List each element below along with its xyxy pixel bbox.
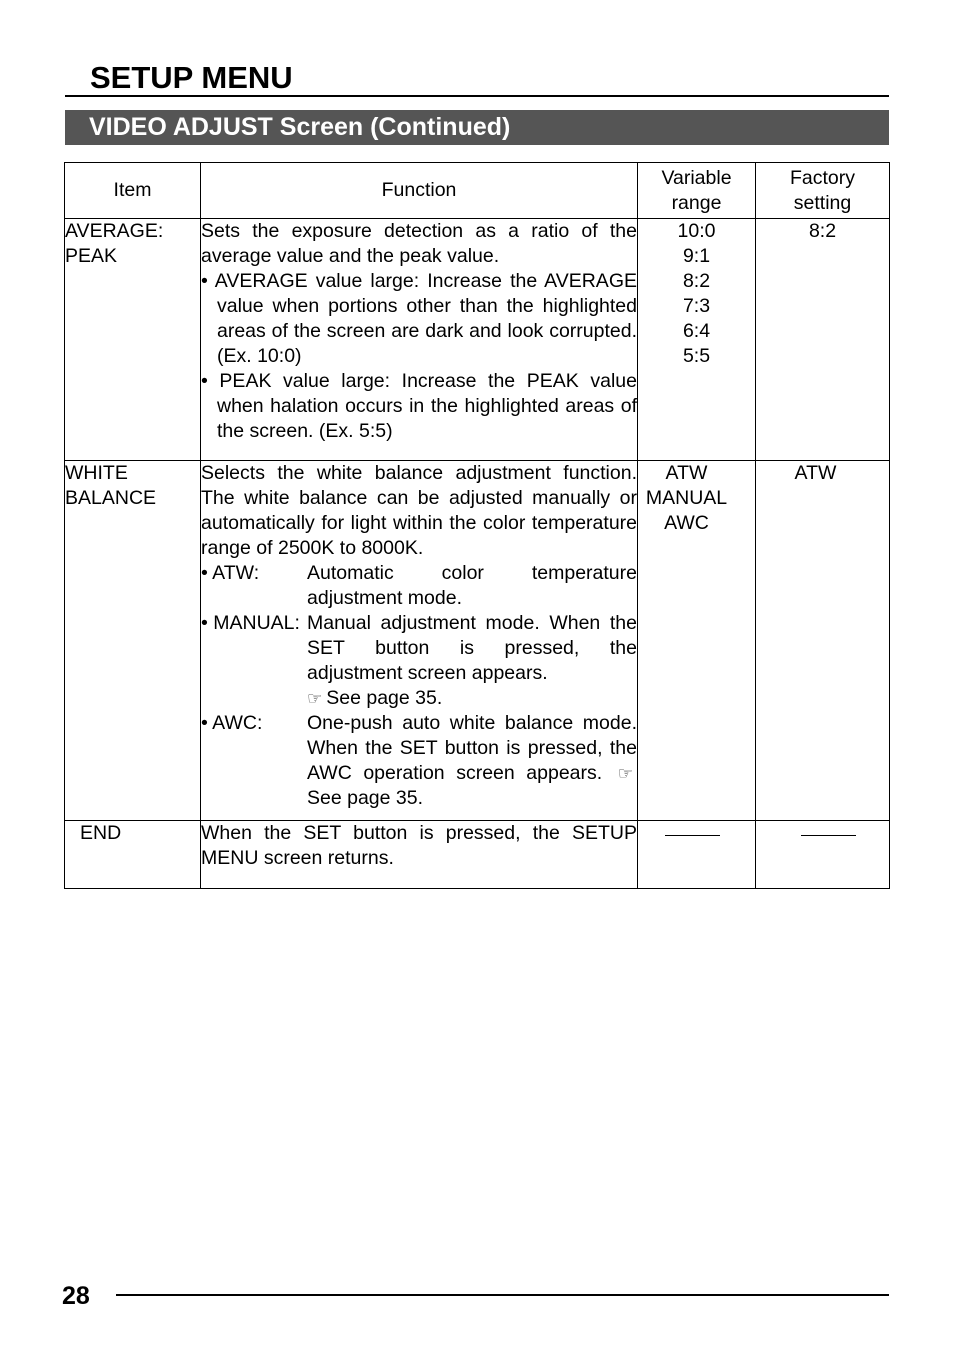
section-title: VIDEO ADJUST Screen (Continued) [89, 113, 511, 141]
item-name: END [80, 822, 122, 844]
section-header-bar [65, 110, 889, 145]
item-cell [65, 461, 201, 821]
factory-setting-cell [756, 461, 890, 821]
variable-range-cell [638, 461, 756, 821]
column-header-label: range [671, 191, 722, 214]
not-applicable-dash [665, 835, 720, 836]
item-name: AVERAGE: [65, 220, 164, 242]
range-value: AWC [664, 512, 709, 534]
range-value: 8:2 [682, 270, 711, 292]
column-header-item: Item [65, 163, 201, 219]
table-row [65, 219, 890, 461]
pointing-hand-icon: ☞ [307, 689, 323, 708]
page-reference-text: See page 35. [326, 687, 443, 709]
mode-definition-manual [201, 611, 637, 711]
column-header-factory-setting [756, 163, 890, 219]
function-cell [201, 821, 638, 889]
factory-setting-cell [756, 219, 890, 461]
table-row [65, 821, 890, 889]
pointing-hand-icon: ☞ [617, 764, 633, 783]
table-row [65, 461, 890, 821]
variable-range-cell [638, 821, 756, 889]
range-value: 9:1 [682, 245, 711, 267]
page-reference-text: See page 35. [307, 787, 424, 809]
range-value: MANUAL [645, 487, 728, 509]
mode-description-text: One-push auto white balance mode. When the SET button is pressed, the AWC operation screen appears. [307, 712, 637, 784]
factory-value: 8:2 [808, 220, 837, 242]
bullet-item: • PEAK value large: Increase the PEAK value when halation occurs in the highlighted areas of the screen. (Ex. 5:5) [201, 370, 637, 442]
mode-definition-atw [201, 561, 637, 611]
range-value: 10:0 [677, 220, 716, 242]
item-cell [65, 219, 201, 461]
item-name: PEAK [65, 245, 118, 267]
variable-range-cell [638, 219, 756, 461]
settings-table [64, 162, 890, 889]
column-header-function: Function [201, 163, 638, 219]
item-name: BALANCE [65, 487, 157, 509]
table-header-row [65, 163, 890, 219]
function-description: Sets the exposure detection as a ratio of the average value and the peak value. [201, 220, 637, 267]
page-title: SETUP MENU [90, 60, 293, 95]
function-cell [201, 219, 638, 461]
function-cell [201, 461, 638, 821]
footer-rule [116, 1294, 889, 1296]
mode-description-text: Automatic color temperature adjustment mode. [307, 562, 637, 609]
mode-description [307, 711, 637, 811]
item-name: WHITE [65, 462, 128, 484]
page-number: 28 [62, 1282, 90, 1310]
not-applicable-dash [801, 835, 856, 836]
mode-term: • ATW: [201, 562, 260, 584]
page-reference [307, 686, 637, 711]
title-rule [65, 95, 889, 97]
range-value: 5:5 [682, 345, 711, 367]
function-description: When the SET button is pressed, the SETUP MENU screen returns. [201, 822, 637, 869]
factory-value: ATW [794, 462, 837, 484]
mode-description [307, 561, 637, 611]
bullet-item: • AVERAGE value large: Increase the AVERAGE value when portions other than the highlighted areas of the screen are dark and look corrupted. (Ex. 10:0) [201, 270, 637, 367]
mode-definition-awc [201, 711, 637, 811]
column-header-label: Factory [789, 166, 855, 189]
column-header-label: setting [793, 191, 852, 214]
function-description: Selects the white balance adjustment function. The white balance can be adjusted manually or automatically for light within the color temperature range of 2500K to 8000K. [201, 462, 637, 559]
item-cell [65, 821, 201, 889]
column-header-variable-range [638, 163, 756, 219]
factory-setting-cell [756, 821, 890, 889]
mode-term: • MANUAL: [201, 612, 300, 634]
range-value: 6:4 [682, 320, 711, 342]
range-value: 7:3 [682, 295, 711, 317]
mode-description-text: Manual adjustment mode. When the SET button is pressed, the adjustment screen appears. [307, 612, 637, 684]
mode-term: • AWC: [201, 712, 263, 734]
column-header-label: Variable [661, 166, 732, 189]
mode-description [307, 611, 637, 711]
range-value: ATW [665, 462, 708, 484]
